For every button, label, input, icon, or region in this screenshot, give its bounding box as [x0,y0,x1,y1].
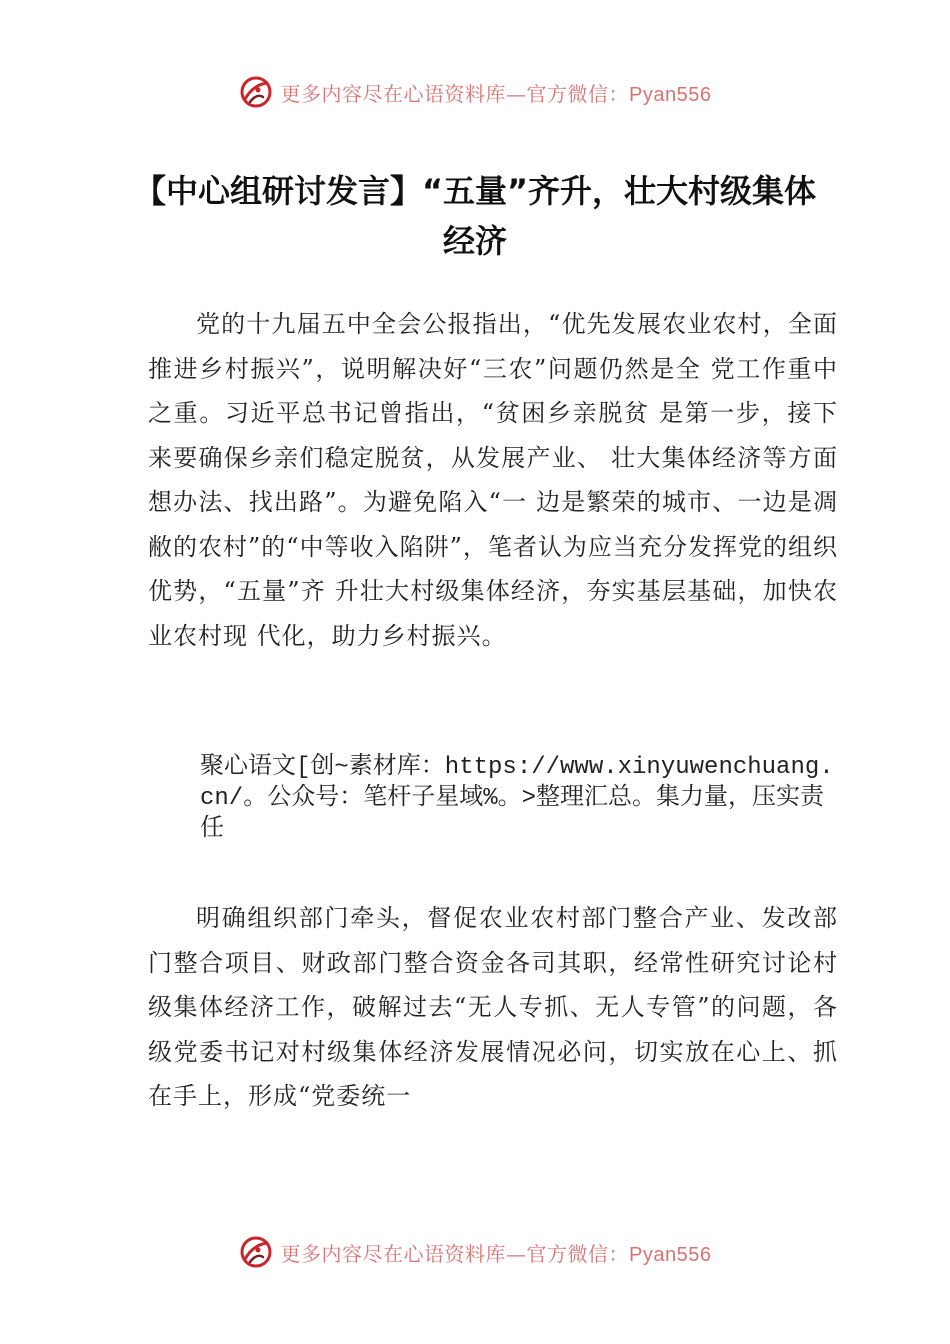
document-title: 【中心组研讨发言】“五量”齐升，壮大村级集体经济 [133,172,817,260]
banner-wechat-id: Pyan556 [629,1243,712,1266]
footer-banner [0,1232,950,1272]
banner-text-cn: 更多内容尽在心语资料库—官方微信： [280,81,630,106]
banner-wechat-id: Pyan556 [629,83,712,106]
header-banner [0,72,950,112]
seal-logo-icon [239,75,273,109]
seal-logo-icon [239,1235,273,1269]
body-paragraph-1: 党的十九届五中全会公报指出，“优先发展农业农村，全面推进乡村振兴”，说明解决好“三农”问题仍然是全 党工作重中之重。习近平总书记曾指出，“贫困乡亲脱贫 是第一步，接下来要确保乡亲们稳定脱贫，从发展产业、 壮大集体经济等方面想办法、找出路”。为避免陷入“一 边是繁荣的城市、一边是凋敝的农村”的“中等收入陷阱”，笔者认为应当充分发挥党的组织优势，“五量”齐 升壮大村级集体经济，夯实基层基础，加快农业农村现 代化，助力乡村振兴。 [148,310,838,650]
banner-text [281,78,712,107]
source-note: 聚心语文[创~素材库：https://www.xinyuwenchuang.cn/。公众号：笔杆子星域%。>整理汇总。集力量，压实责任 [200,754,834,843]
body-paragraph-2: 明确组织部门牵头，督促农业农村部门整合产业、发改部门整合项目、财政部门整合资金各司其职，经常性研究讨论村级集体经济工作，破解过去“无人专抓、无人专管”的问题，各级党委书记对村级集体经济发展情况必问，切实放在心上、抓在手上，形成“党委统一 [148,904,838,1110]
banner-text [281,1238,712,1267]
banner-text-cn: 更多内容尽在心语资料库—官方微信： [280,1241,630,1266]
